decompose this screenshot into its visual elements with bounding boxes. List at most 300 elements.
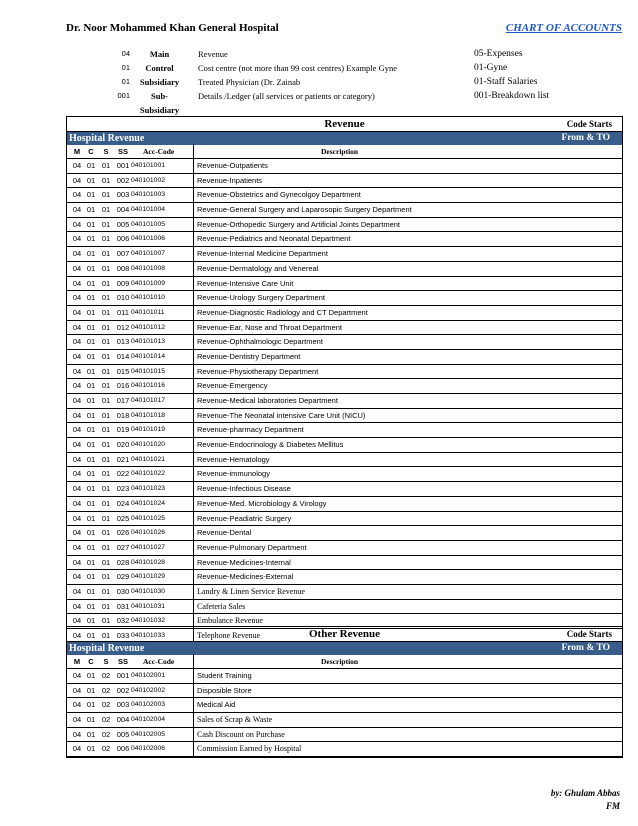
- cell-acc-code: 040102002: [131, 686, 166, 694]
- col-s: S: [103, 147, 109, 156]
- cell-ss: 011: [117, 307, 129, 317]
- cell-acc-code: 040101024: [131, 499, 166, 507]
- section-band: [67, 642, 622, 655]
- cell-m: 04: [72, 307, 82, 317]
- cell-c: 01: [86, 601, 96, 611]
- cell-acc-code: 040102001: [131, 672, 166, 679]
- cell-s: 01: [101, 542, 111, 552]
- code-starts-label: Code Starts: [566, 119, 612, 129]
- cell-acc-code: 040101015: [131, 367, 166, 375]
- table-row: [67, 438, 622, 453]
- cell-m: 04: [72, 528, 82, 538]
- cell-m: 04: [72, 671, 82, 680]
- legend-example: 01-Staff Salaries: [474, 77, 538, 87]
- cell-acc-code: 040101031: [131, 602, 166, 610]
- page-header: [66, 22, 622, 38]
- cell-c: 01: [86, 454, 96, 464]
- table-row: [67, 365, 622, 380]
- cell-acc-code: 040101018: [131, 411, 166, 419]
- cell-description: Revenue-Hematology: [197, 454, 270, 464]
- cell-description: Revenue-Obstetrics and Gynecolgoy Department: [197, 190, 361, 200]
- table-row: [67, 497, 622, 512]
- cell-s: 02: [101, 744, 111, 754]
- section-band: [67, 132, 622, 145]
- cell-m: 04: [72, 542, 82, 552]
- author-name: by: Ghulam Abbas: [550, 788, 620, 798]
- col-ss: SS: [117, 657, 128, 666]
- cell-s: 01: [101, 161, 111, 170]
- cell-acc-code: 040101033: [131, 632, 166, 639]
- cell-description: Revenue-Ear, Nose and Throat Department: [197, 322, 342, 332]
- cell-s: 01: [101, 351, 111, 361]
- cell-m: 04: [72, 234, 82, 244]
- cell-m: 04: [72, 366, 82, 376]
- cell-s: 01: [101, 454, 111, 464]
- cell-s: 01: [101, 396, 111, 405]
- cell-s: 01: [101, 440, 111, 450]
- cell-ss: 020: [116, 440, 130, 450]
- cell-acc-code: 040101020: [131, 441, 166, 449]
- cell-ss: 010: [116, 293, 130, 303]
- column-header-row: [67, 655, 622, 669]
- cell-ss: 023: [116, 484, 130, 494]
- cell-c: 01: [86, 175, 96, 185]
- legend-row: [110, 89, 630, 115]
- cell-description: Revenue-General Surgery and Laparosopic Surgery Department: [197, 205, 412, 215]
- cell-acc-code: 040102005: [131, 730, 166, 738]
- legend-description: Revenue: [198, 49, 228, 59]
- cell-c: 01: [86, 307, 96, 317]
- legend-code: 01: [121, 77, 130, 86]
- cell-c: 01: [86, 542, 96, 552]
- cell-s: 01: [101, 381, 111, 391]
- cell-s: 01: [101, 513, 111, 523]
- legend-row: [110, 47, 630, 61]
- cell-ss: 029: [116, 572, 130, 582]
- cell-acc-code: 040101010: [131, 294, 166, 302]
- cell-m: 04: [72, 484, 82, 494]
- band-from-to: From & TO: [561, 133, 610, 143]
- cell-acc-code: 040101023: [131, 485, 166, 493]
- table-row: [67, 232, 622, 247]
- cell-s: 01: [101, 337, 111, 347]
- cell-s: 02: [101, 729, 111, 739]
- cell-m: 04: [72, 263, 82, 273]
- cell-m: 04: [72, 219, 82, 229]
- legend-description: Cost centre (not more than 99 cost centres) Example Gyne: [198, 63, 397, 73]
- cell-m: 04: [72, 513, 82, 523]
- cell-ss: 003: [116, 700, 130, 710]
- table-row: [67, 423, 622, 438]
- cell-description: Revenue-Ophthalmologic Department: [197, 337, 323, 347]
- cell-c: 01: [86, 744, 96, 754]
- cell-c: 01: [86, 293, 96, 303]
- cell-c: 01: [86, 410, 96, 420]
- cell-acc-code: 040101005: [131, 220, 166, 228]
- table-row: [67, 174, 622, 189]
- cell-s: 01: [101, 572, 111, 582]
- cell-description: Revenue-Medicines-Internal: [197, 557, 291, 567]
- cell-c: 01: [86, 322, 96, 332]
- table-row: [67, 306, 622, 321]
- cell-m: 04: [72, 322, 82, 332]
- cell-s: 01: [101, 190, 111, 200]
- cell-ss: 030: [116, 586, 130, 596]
- cell-m: 04: [72, 381, 82, 391]
- cell-c: 01: [86, 586, 96, 596]
- cell-m: 04: [72, 744, 82, 754]
- cell-description: Revenue-immunology: [197, 469, 270, 479]
- cell-m: 04: [72, 205, 82, 215]
- cell-ss: 001: [116, 671, 130, 680]
- cell-c: 01: [86, 631, 96, 640]
- cell-ss: 032: [116, 616, 130, 626]
- cell-m: 04: [72, 249, 82, 259]
- cell-description: Revenue-Intensive Care Unit: [197, 278, 294, 288]
- cell-description: Revenue-Medicines-External: [197, 572, 294, 582]
- cell-description: Disposible Store: [197, 685, 252, 695]
- legend-description: Treated Physician (Dr. Zainab: [198, 77, 301, 87]
- column-header-row: [67, 145, 622, 159]
- cell-ss: 005: [116, 729, 130, 739]
- cell-s: 01: [101, 484, 111, 494]
- cell-s: 02: [101, 715, 111, 725]
- table-row: [67, 526, 622, 541]
- cell-description: Landry & Linen Service Revenue: [197, 586, 305, 596]
- cell-m: 04: [72, 572, 82, 582]
- section-title-bar: [67, 627, 622, 642]
- cell-c: 01: [86, 351, 96, 361]
- table-row: [67, 728, 622, 743]
- cell-m: 04: [72, 700, 82, 710]
- cell-ss: 013: [116, 337, 130, 347]
- cell-acc-code: 040101012: [131, 323, 166, 331]
- cell-m: 04: [72, 396, 82, 405]
- cell-description: Student Training: [197, 671, 252, 680]
- cell-m: 04: [72, 161, 82, 170]
- cell-m: 04: [72, 557, 82, 567]
- cell-acc-code: 040101011: [131, 308, 165, 316]
- table-row: [67, 247, 622, 262]
- table-body: [67, 669, 622, 757]
- cell-s: 01: [101, 175, 111, 185]
- code-legend: [110, 47, 630, 115]
- cell-ss: 016: [116, 381, 130, 391]
- cell-c: 01: [86, 234, 96, 244]
- cell-c: 01: [86, 278, 96, 288]
- cell-s: 01: [101, 498, 111, 508]
- legend-row: [110, 75, 630, 89]
- hospital-name: Dr. Noor Mohammed Khan General Hospital: [66, 22, 279, 34]
- table-row: [67, 453, 622, 468]
- table-row: [67, 291, 622, 306]
- legend-type: Control: [145, 63, 174, 73]
- author-signature: [551, 787, 620, 813]
- col-c: C: [88, 147, 94, 156]
- cell-acc-code: 040101013: [131, 338, 166, 346]
- cell-description: Revenue-Pediatrics and Neonatal Department: [197, 234, 351, 244]
- cell-c: 01: [86, 190, 96, 200]
- cell-m: 04: [72, 586, 82, 596]
- cell-ss: 024: [116, 498, 130, 508]
- table-row: [67, 512, 622, 527]
- cell-c: 01: [86, 715, 96, 725]
- cell-acc-code: 040101017: [131, 397, 166, 404]
- cell-ss: 009: [116, 278, 130, 288]
- cell-c: 01: [86, 572, 96, 582]
- cell-c: 01: [86, 671, 96, 680]
- cell-m: 04: [72, 440, 82, 450]
- cell-m: 04: [72, 410, 82, 420]
- cell-s: 01: [101, 263, 111, 273]
- col-description: Description: [321, 147, 359, 156]
- cell-description: Revenue-Inpatients: [197, 175, 263, 185]
- band-label: Hospital Revenue: [69, 643, 145, 654]
- cell-acc-code: 040101025: [131, 514, 166, 522]
- cell-s: 01: [101, 307, 111, 317]
- cell-c: 01: [86, 205, 96, 215]
- cell-ss: 019: [116, 425, 130, 435]
- table-row: [67, 467, 622, 482]
- cell-s: 01: [101, 586, 111, 596]
- cell-ss: 008: [116, 263, 130, 273]
- cell-ss: 027: [116, 542, 130, 552]
- cell-ss: 006: [116, 234, 130, 244]
- cell-ss: 001: [116, 161, 130, 170]
- cell-acc-code: 040101019: [131, 426, 166, 434]
- cell-description: Revenue-Outpatients: [197, 161, 268, 170]
- cell-description: Revenue-Dental: [197, 528, 252, 538]
- cell-acc-code: 040101016: [131, 382, 166, 390]
- cell-s: 01: [101, 293, 111, 303]
- cell-m: 04: [72, 454, 82, 464]
- cell-c: 01: [86, 513, 96, 523]
- cell-m: 04: [72, 469, 82, 479]
- cell-ss: 005: [116, 219, 130, 229]
- table-row: [67, 262, 622, 277]
- cell-s: 01: [101, 322, 111, 332]
- cell-m: 04: [72, 685, 82, 695]
- cell-s: 01: [101, 278, 111, 288]
- band-label: Hospital Revenue: [69, 133, 145, 144]
- cell-m: 04: [72, 278, 82, 288]
- legend-example: 05-Expenses: [474, 49, 523, 59]
- cell-ss: 002: [116, 175, 130, 185]
- cell-ss: 004: [116, 715, 130, 725]
- cell-s: 01: [101, 631, 111, 640]
- table-row: [67, 684, 622, 699]
- cell-acc-code: 040101003: [131, 191, 166, 199]
- cell-acc-code: 040101004: [131, 206, 166, 214]
- cell-c: 01: [86, 263, 96, 273]
- cell-m: 04: [72, 190, 82, 200]
- cell-description: Revenue-Dentistry Department: [197, 351, 301, 361]
- table-row: [67, 203, 622, 218]
- cell-description: Revenue-Medical laboratories Department: [197, 396, 338, 405]
- cell-s: 01: [101, 410, 111, 420]
- cell-acc-code: 040101028: [131, 558, 166, 566]
- cell-ss: 028: [116, 557, 130, 567]
- cell-c: 01: [86, 528, 96, 538]
- cell-ss: 003: [116, 190, 130, 200]
- table-row: [67, 277, 622, 292]
- col-c: C: [88, 657, 94, 666]
- cell-description: Cash Discount on Purchase: [197, 729, 285, 739]
- cell-c: 01: [86, 337, 96, 347]
- cell-s: 01: [101, 366, 111, 376]
- col-acc-code: Acc-Code: [143, 147, 175, 156]
- cell-m: 04: [72, 337, 82, 347]
- cell-description: Revenue-Med. Microbiology & Virology: [197, 498, 327, 508]
- legend-type: Sub-Subsidiary: [139, 91, 180, 115]
- cell-c: 01: [86, 616, 96, 626]
- table-row: [67, 585, 622, 600]
- cell-acc-code: 040102003: [131, 701, 166, 709]
- cell-m: 04: [72, 715, 82, 725]
- table-row: [67, 669, 622, 684]
- cell-description: Revenue-pharmacy Department: [197, 425, 304, 435]
- cell-m: 04: [72, 351, 82, 361]
- cell-ss: 026: [116, 528, 130, 538]
- cell-acc-code: 040101001: [131, 162, 166, 169]
- cell-s: 02: [101, 685, 111, 695]
- cell-c: 01: [86, 161, 96, 170]
- cell-description: Revenue-Dermatology and Venereal: [197, 263, 319, 273]
- table-row: [67, 713, 622, 728]
- table-row: [67, 218, 622, 233]
- legend-code: 01: [121, 63, 130, 72]
- cell-m: 04: [72, 601, 82, 611]
- cell-s: 01: [101, 528, 111, 538]
- table-row: [67, 600, 622, 615]
- section-title: Revenue: [324, 118, 365, 130]
- band-from-to: From & TO: [561, 643, 610, 653]
- cell-description: Revenue-Endocrinology & Diabetes Mellitus: [197, 440, 344, 450]
- cell-ss: 017: [116, 396, 130, 405]
- cell-description: Sales of Scrap & Waste: [197, 715, 273, 725]
- table-row: [67, 556, 622, 571]
- cell-c: 01: [86, 469, 96, 479]
- table-row: [67, 159, 622, 174]
- cell-description: Revenue-Orthopedic Surgery and Artificial Joints Department: [197, 219, 401, 229]
- legend-example: 01-Gyne: [474, 63, 508, 73]
- cell-description: Revenue-Internal Medicine Department: [197, 249, 328, 259]
- cell-acc-code: 040101027: [131, 543, 166, 551]
- table-row: [67, 188, 622, 203]
- cell-ss: 031: [116, 601, 130, 611]
- col-acc-code: Acc-Code: [143, 657, 175, 666]
- cell-m: 04: [72, 729, 82, 739]
- cell-m: 04: [72, 425, 82, 435]
- cell-acc-code: 040101026: [131, 529, 166, 537]
- cell-s: 02: [101, 700, 111, 710]
- cell-ss: 006: [116, 744, 130, 754]
- cell-ss: 012: [116, 322, 130, 332]
- cell-c: 01: [86, 440, 96, 450]
- cell-s: 01: [101, 205, 111, 215]
- cell-description: Revenue-Emergency: [197, 381, 268, 391]
- cell-description: Revenue-Peadiatric Surgery: [197, 513, 292, 523]
- other-revenue-table: [66, 626, 623, 758]
- cell-acc-code: 040101009: [131, 279, 166, 287]
- cell-s: 01: [101, 616, 111, 626]
- cell-acc-code: 040101008: [131, 264, 166, 272]
- cell-description: Revenue-Pulmonary Department: [197, 542, 307, 552]
- cell-c: 01: [86, 381, 96, 391]
- cell-s: 01: [101, 601, 111, 611]
- cell-s: 01: [101, 425, 111, 435]
- cell-c: 01: [86, 700, 96, 710]
- cell-c: 01: [86, 729, 96, 739]
- cell-c: 01: [86, 219, 96, 229]
- cell-description: Revenue-Physiotherapy Department: [197, 366, 319, 376]
- legend-description: Details /Ledger (all services or patients or category): [198, 91, 375, 101]
- cell-ss: 033: [116, 631, 130, 640]
- table-row: [67, 482, 622, 497]
- cell-s: 01: [101, 219, 111, 229]
- cell-c: 01: [86, 557, 96, 567]
- legend-row: [110, 61, 630, 75]
- cell-m: 04: [72, 631, 82, 640]
- cell-m: 04: [72, 616, 82, 626]
- table-row: [67, 570, 622, 585]
- cell-ss: 007: [116, 249, 130, 259]
- cell-description: Revenue-The Neonatal intensive Care Unit (NICU): [197, 410, 366, 420]
- table-row: [67, 394, 622, 409]
- cell-description: Revenue-Infectious Disease: [197, 484, 291, 494]
- table-row: [67, 409, 622, 424]
- cell-description: Cafeteria Sales: [197, 601, 246, 611]
- col-m: M: [73, 147, 81, 156]
- table-row: [67, 335, 622, 350]
- col-m: M: [73, 657, 81, 666]
- cell-ss: 004: [116, 205, 130, 215]
- cell-description: Embulance Revenue: [197, 616, 263, 626]
- cell-c: 01: [86, 425, 96, 435]
- legend-example: 001-Breakdown list: [474, 91, 550, 101]
- cell-ss: 015: [116, 366, 130, 376]
- cell-s: 01: [101, 249, 111, 259]
- column-divider: [193, 654, 194, 757]
- cell-c: 01: [86, 366, 96, 376]
- col-s: S: [103, 657, 109, 666]
- cell-s: 01: [101, 234, 111, 244]
- cell-c: 01: [86, 685, 96, 695]
- table-row: [67, 742, 622, 757]
- cell-description: Revenue-Diagnostic Radiology and CT Department: [197, 307, 368, 317]
- chart-of-accounts-title[interactable]: CHART OF ACCOUNTS: [505, 22, 622, 34]
- cell-acc-code: 040101030: [131, 587, 166, 595]
- cell-acc-code: 040101002: [131, 176, 166, 184]
- cell-description: Telephone Revenue: [197, 631, 261, 640]
- cell-acc-code: 040101029: [131, 573, 166, 581]
- cell-acc-code: 040101022: [131, 470, 166, 478]
- legend-type: Subsidiary: [139, 77, 180, 87]
- table-body: [67, 159, 622, 644]
- col-ss: SS: [117, 147, 128, 156]
- cell-ss: 022: [116, 469, 130, 479]
- cell-acc-code: 040101021: [131, 455, 166, 463]
- revenue-table: [66, 116, 623, 645]
- cell-acc-code: 040102006: [131, 745, 166, 753]
- cell-ss: 014: [116, 351, 130, 361]
- table-row: [67, 350, 622, 365]
- cell-ss: 025: [116, 513, 130, 523]
- legend-code: 001: [117, 91, 130, 100]
- cell-ss: 002: [116, 685, 130, 695]
- cell-s: 02: [101, 671, 111, 680]
- author-title: FM: [605, 801, 620, 811]
